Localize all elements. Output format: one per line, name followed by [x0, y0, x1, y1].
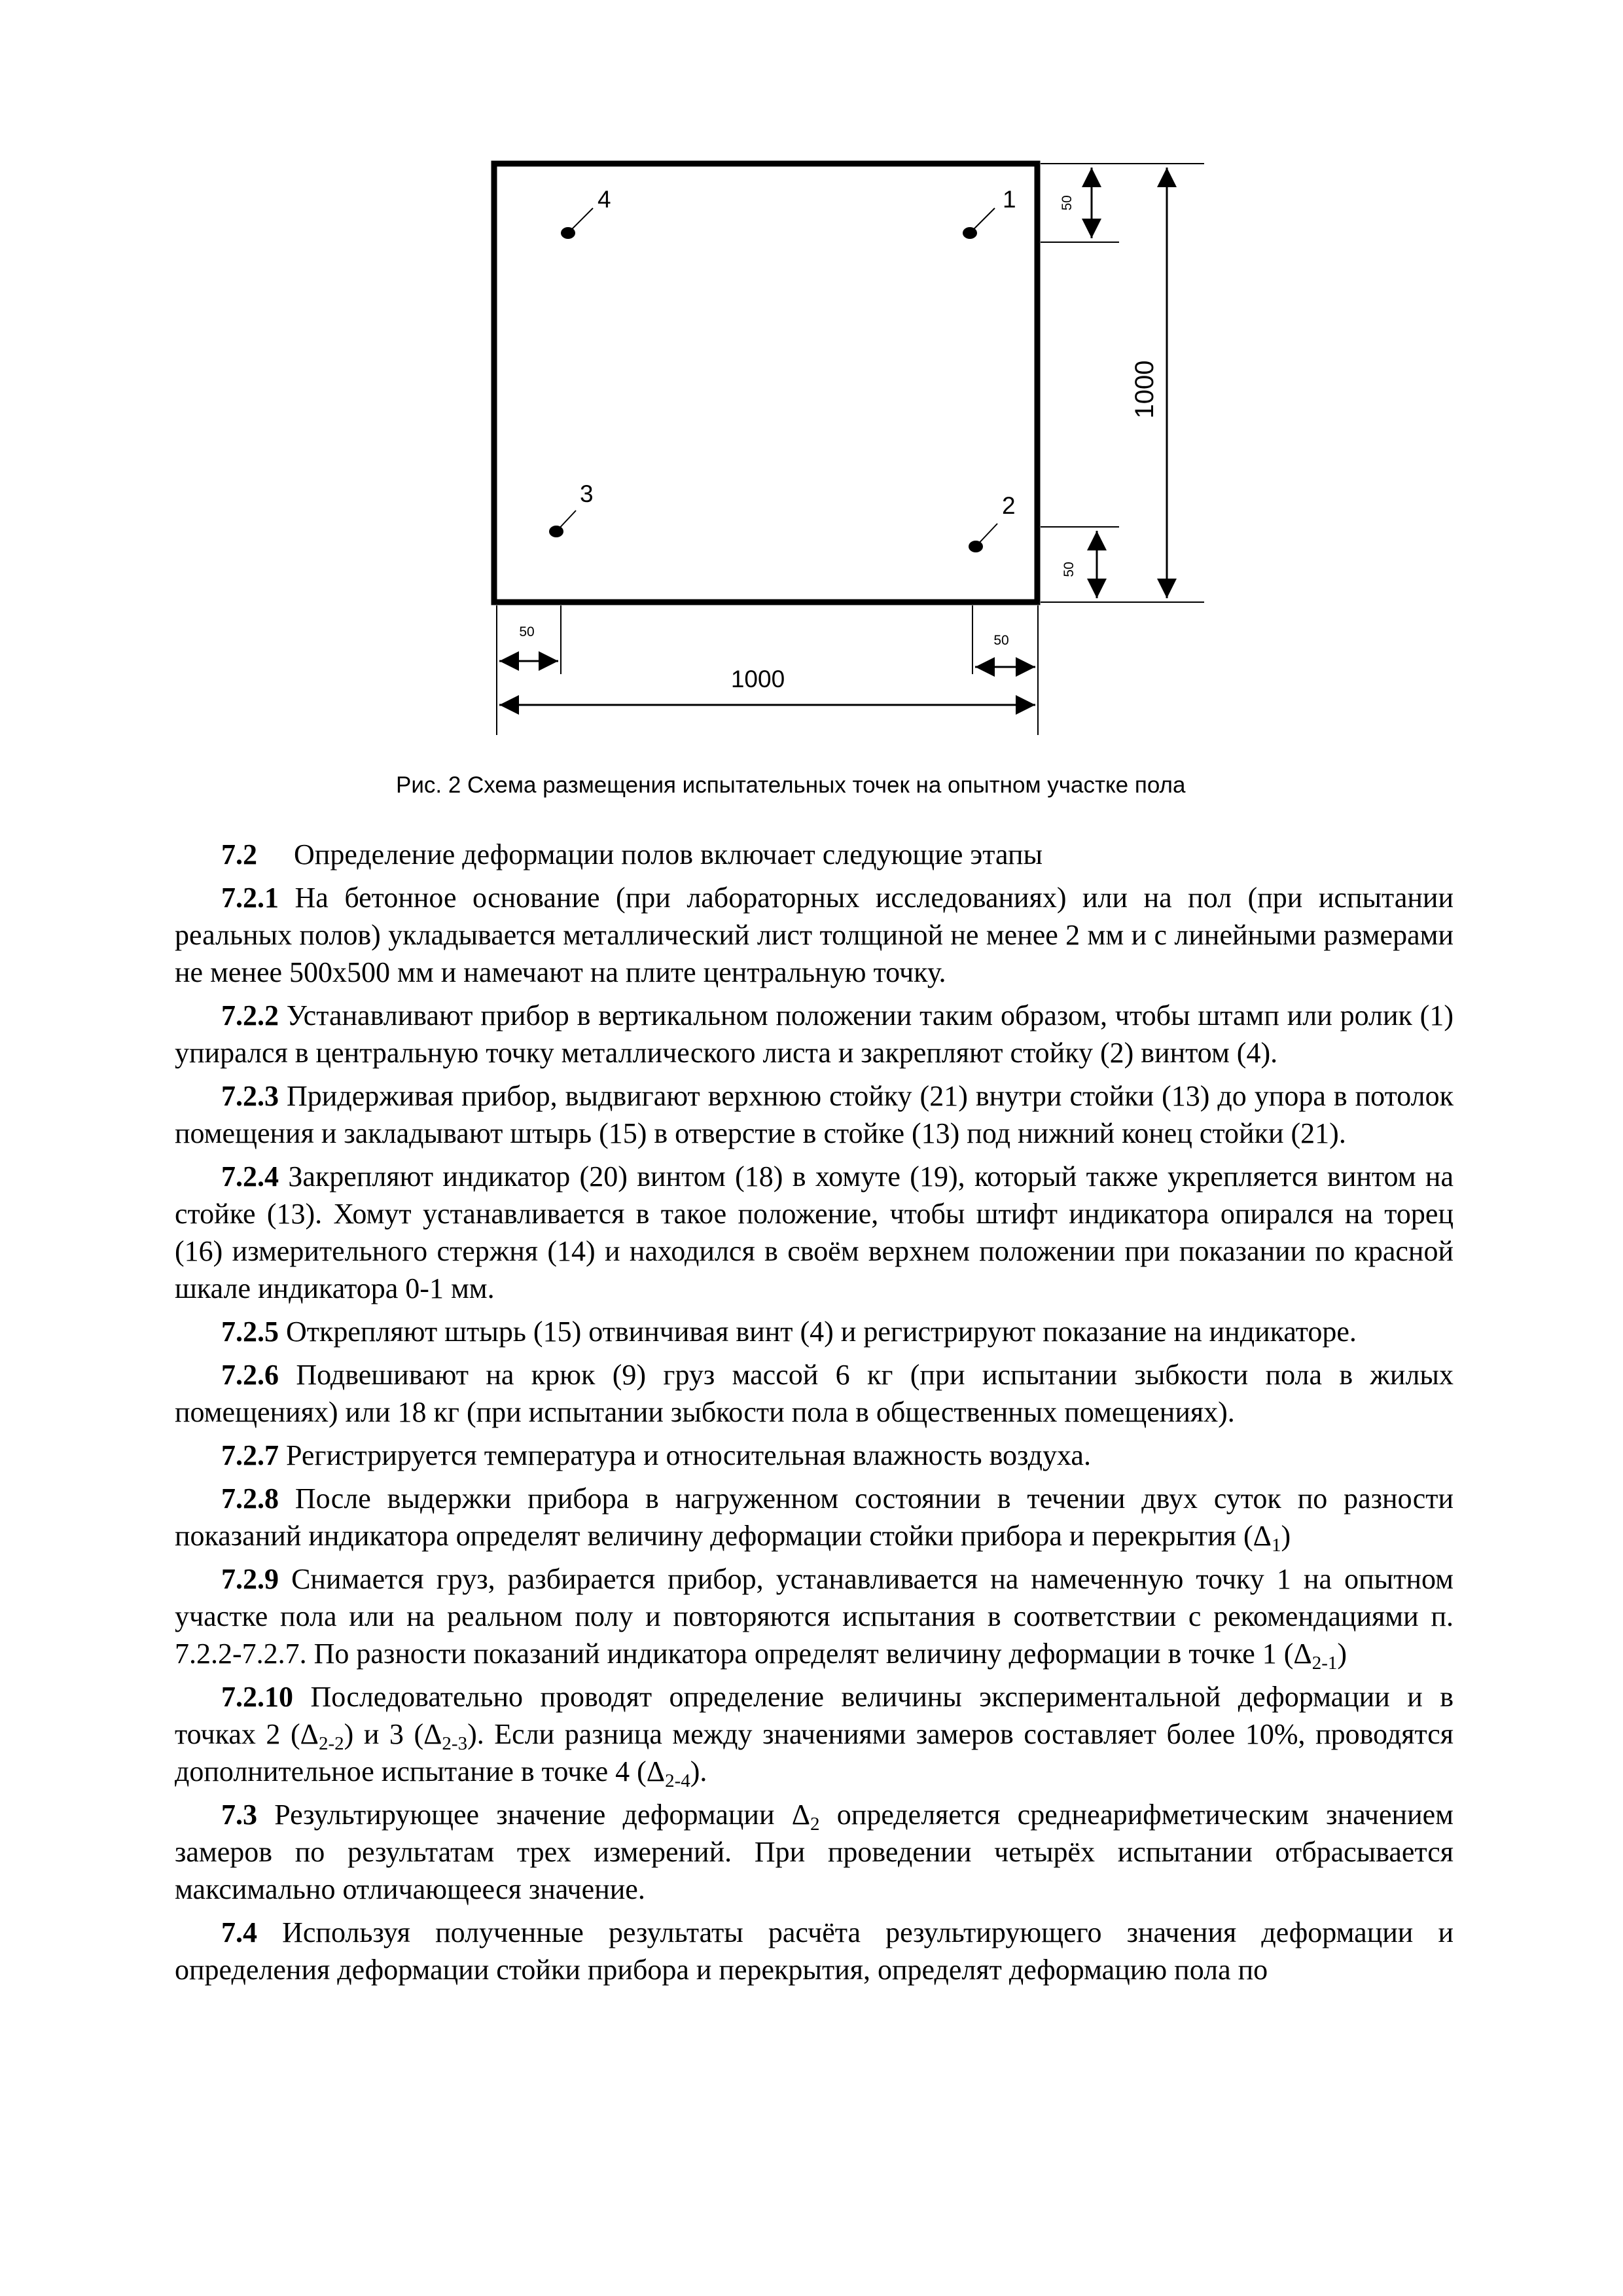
- point-3-label: 3: [580, 480, 594, 507]
- paragraph-7-2-6: 7.2.6 Подвешивают на крюк (9) груз массой 6 кг (при испытании зыбкости пола в жилых помещениях) или 18 кг (при испытании зыбкости пола в общественных помещениях).: [175, 1359, 1454, 1428]
- offset-right-label: 50: [993, 633, 1009, 648]
- dimension-offset-bottom: [1061, 531, 1097, 598]
- paragraph-7-2-8: 7.2.8 После выдержки прибора в нагруженном состоянии в течении двух суток по разности показаний индикатора определят величину деформации стойки прибора и перекрытия $(\Delta_1)$: [175, 1482, 1454, 1556]
- paragraph-7-2-2: 7.2.2 Устанавливают прибор в вертикальном положении таким образом, чтобы штамп или ролик (1) упирался в центральную точку металлического листа и закрепляют стойку (2) винтом (4).: [175, 999, 1454, 1069]
- dimension-overall-height: [1130, 168, 1167, 598]
- overall-width-label: 1000: [730, 666, 785, 692]
- point-4-leader: [568, 208, 593, 233]
- offset-top-label: 50: [1060, 195, 1075, 211]
- figure-caption: Рис. 2 Схема размещения испытательных точек на опытном участке пола: [396, 772, 1186, 798]
- plate-outline: [494, 164, 1037, 602]
- paragraph-7-2-5: 7.2.5 Открепляют штырь (15) отвинчивая винт (4) и регистрируют показание на индикаторе.: [221, 1316, 1357, 1348]
- paragraph-7-2-1: 7.2.1 На бетонное основание (при лабораторных исследованиях) или на пол (при испытании реальных полов) укладывается металлический лист толщиной не менее 2 мм и с линейными размерами не менее 500х500 мм и намечают на плите центральную точку.: [175, 882, 1454, 988]
- test-point-1: [963, 186, 1016, 239]
- paragraph-7-2-3: 7.2.3 Придерживая прибор, выдвигают верхнюю стойку (21) внутри стойки (13) до упора в потолок помещения и закладывают штырь (15) в отверстие в стойке (13) под нижний конец стойки (21).: [175, 1080, 1454, 1149]
- test-point-layout-diagram: [0, 0, 1623, 798]
- point-2-leader: [976, 524, 997, 547]
- overall-height-label: 1000: [1130, 360, 1159, 419]
- paragraph-7-4: 7.4 Используя полученные результаты расчёта результирующего значения деформации и определения деформации стойки прибора и перекрытия, определят деформацию пола по: [175, 1916, 1454, 1986]
- document-body: [175, 836, 1454, 1994]
- offset-left-label: 50: [519, 624, 535, 639]
- test-point-2: [969, 492, 1016, 552]
- dimension-offset-left: [499, 624, 558, 661]
- test-point-4: [561, 186, 611, 239]
- dimension-offset-top: [1060, 168, 1092, 238]
- point-2-label: 2: [1002, 492, 1016, 519]
- dimension-offset-right: [975, 633, 1035, 667]
- point-1-leader: [970, 208, 995, 233]
- offset-bottom-label: 50: [1061, 562, 1077, 577]
- test-point-3: [549, 480, 594, 537]
- paragraph-7-2: 7.2 Определение деформации полов включает следующие этапы: [221, 838, 1043, 870]
- point-1-label: 1: [1003, 186, 1016, 213]
- point-4-label: 4: [597, 186, 611, 213]
- point-3-leader: [556, 511, 576, 531]
- dimension-overall-width: [499, 666, 1035, 705]
- diagram-drawing: [0, 0, 1623, 798]
- paragraph-7-2-4: 7.2.4 Закрепляют индикатор (20) винтом (18) в хомуте (19), который также укрепляется винтом на стойке (13). Хомут устанавливается в такое положение, чтобы штифт индикатора опирался на торец (16) измерительного стержня (14) и находился в своём верхнем положении при показании по красной шкале индикатора 0-1 мм.: [175, 1160, 1454, 1304]
- paragraph-7-2-7: 7.2.7 Регистрируется температура и относительная влажность воздуха.: [221, 1439, 1091, 1471]
- paragraph-7-2-9: 7.2.9 Снимается груз, разбирается прибор, устанавливается на намеченную точку 1 на опытном участке пола или на реальном полу и повторяются испытания в соответствии с рекомендациями п. 7.2.2-7.2.7. По разности показаний индикатора определят величину деформации в точке 1 $(\Delta_{2-1})$: [175, 1563, 1454, 1674]
- paragraph-7-3: 7.3 Результирующее значение деформации $\Delta_2$ определяется среднеарифметическим значением замеров по результатам трех измерений. При проведении четырёх испытании отбрасывается максимально отличающееся значение.: [175, 1799, 1454, 1905]
- paragraph-7-2-10: 7.2.10 Последовательно проводят определение величины экспериментальной деформации и в точках 2 $(\Delta_{2-2})$ и 3 $(\Delta_{2-3})$. Если разница между значениями замеров составляет более 10%, проводятся дополнительное испытание в точке 4 $(\Delta_{2-4})$.: [175, 1681, 1454, 1791]
